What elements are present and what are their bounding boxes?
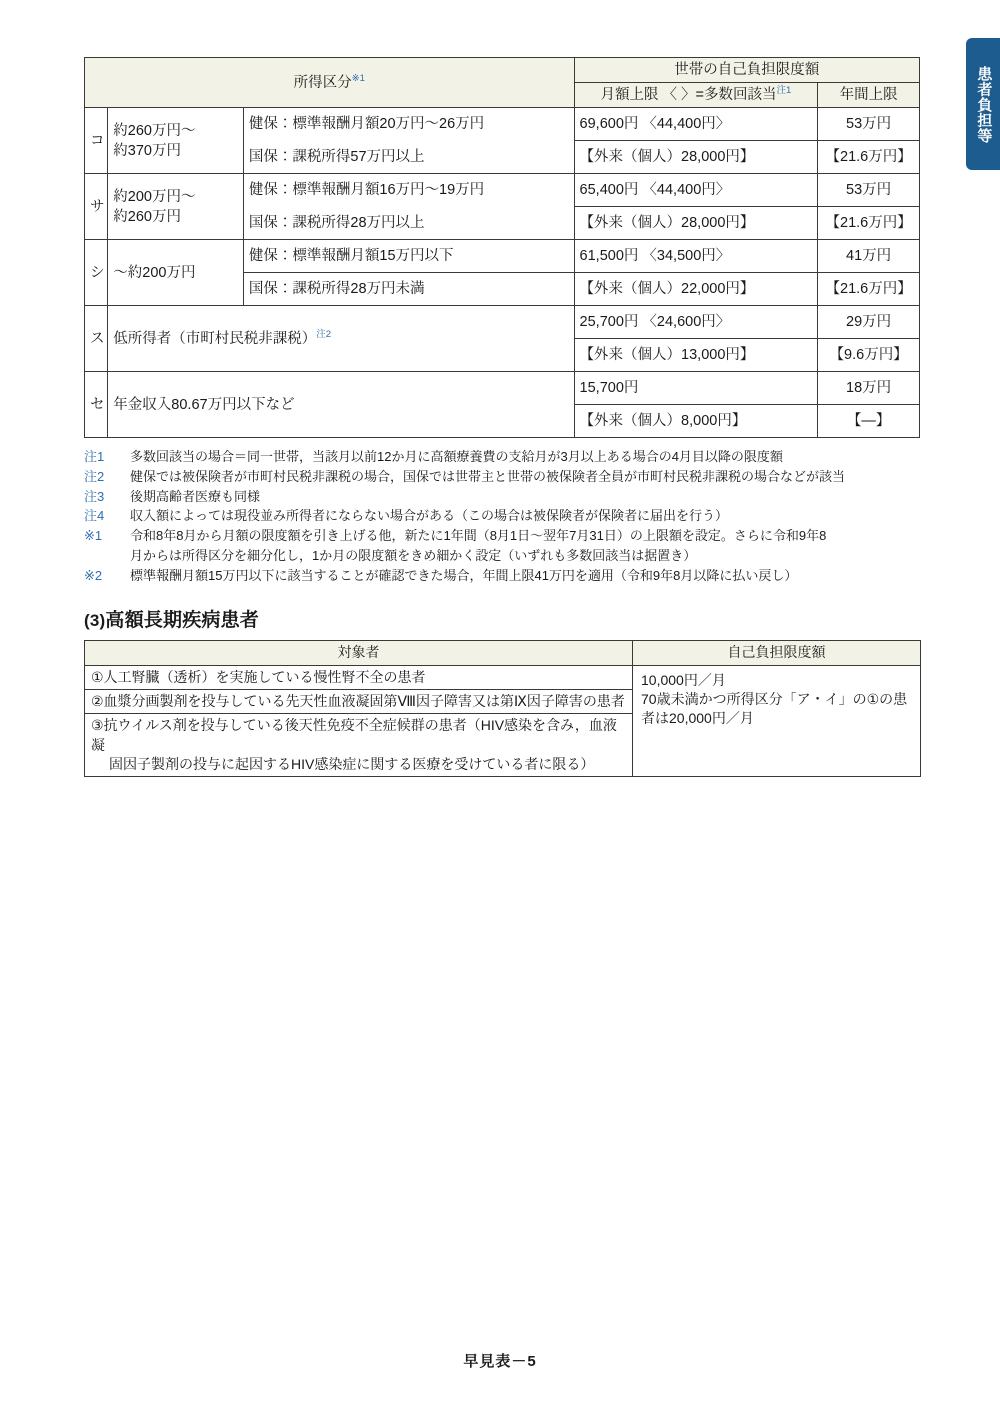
row-annual-bottom: 【21.6万円】 bbox=[818, 207, 920, 240]
income-line-2: 約260万円 bbox=[113, 208, 181, 225]
note-marker: 注1 bbox=[776, 85, 792, 97]
row-letter: セ bbox=[85, 372, 108, 438]
side-tab-patient-burden bbox=[966, 38, 1000, 170]
section-heading bbox=[84, 605, 920, 632]
row-income-full bbox=[108, 306, 574, 372]
income-text: 年金収入80.67万円以下など bbox=[113, 396, 295, 413]
footnote-item bbox=[84, 467, 920, 487]
row-letter: シ bbox=[85, 240, 108, 306]
row-monthly-top: 15,700円 bbox=[574, 372, 818, 405]
footnote-text: 多数回該当の場合＝同一世帯，当該月以前12か月に高額療養費の支給月が3月以上ある場合の4月目以降の限度額 bbox=[130, 449, 783, 464]
table-row bbox=[85, 174, 920, 207]
limits-table bbox=[84, 57, 920, 438]
limits-table-header-row-1 bbox=[85, 58, 920, 83]
row-monthly-top: 69,600円 〈44,400円〉 bbox=[574, 108, 818, 141]
row-annual-top: 29万円 bbox=[818, 306, 920, 339]
long-term-header-row bbox=[85, 641, 921, 665]
section-title: 高額長期疾病患者 bbox=[105, 610, 259, 632]
row-detail-kenpo: 健保：標準報酬月額16万円〜19万円 bbox=[243, 174, 574, 207]
target-item-3-line-1: ③抗ウイルス剤を投与している後天性免疫不全症候群の患者（HIV感染を含み，血液凝 bbox=[91, 717, 617, 753]
table-row bbox=[85, 108, 920, 141]
row-annual-top: 53万円 bbox=[818, 108, 920, 141]
row-monthly-bottom: 【外来（個人）13,000円】 bbox=[574, 339, 818, 372]
limit-line-2: 70歳未満かつ所得区分「ア・イ」の①の患 bbox=[641, 690, 908, 707]
table-row bbox=[85, 372, 920, 405]
row-monthly-top: 61,500円 〈34,500円〉 bbox=[574, 240, 818, 273]
row-income-range bbox=[108, 240, 244, 306]
footnote-text: 後期高齢者医療も同様 bbox=[130, 488, 261, 504]
section-number: (3) bbox=[84, 611, 106, 631]
row-monthly-top: 65,400円 〈44,400円〉 bbox=[574, 174, 818, 207]
row-detail-kokuho: 国保：課税所得57万円以上 bbox=[243, 141, 574, 174]
header-income-category: 所得区分$^{※1}$ bbox=[85, 58, 575, 108]
income-line-1: 約200万円〜 bbox=[113, 188, 196, 205]
row-letter: コ bbox=[85, 108, 108, 174]
footnote-key: ※2 bbox=[84, 567, 103, 583]
footnote-key: ※1 bbox=[84, 528, 103, 543]
row-annual-top: 18万円 bbox=[818, 372, 920, 405]
side-tab-label: 患者負担等 bbox=[975, 66, 993, 144]
row-annual-bottom: 【21.6万円】 bbox=[818, 141, 920, 174]
footnote-item bbox=[84, 566, 920, 586]
self-pay-limit-cell bbox=[633, 665, 921, 777]
row-letter: サ bbox=[85, 174, 108, 240]
header-household-limit: 世帯の自己負担限度額 bbox=[574, 58, 919, 83]
row-monthly-bottom: 【外来（個人）28,000円】 bbox=[574, 207, 818, 240]
row-annual-top: 41万円 bbox=[818, 240, 920, 273]
page-content bbox=[84, 0, 920, 777]
page-footer: 早見表－5 bbox=[463, 1353, 537, 1370]
footnote-key: 注2 bbox=[84, 468, 105, 484]
footnote-key: 注3 bbox=[84, 488, 105, 504]
income-text: 低所得者（市町村民税非課税） bbox=[113, 330, 317, 347]
limit-line-3: 者は20,000円／月 bbox=[641, 710, 754, 727]
footnote-text: 標準報酬月額15万円以下に該当することが確認できた場合，年間上限41万円を適用（令和9年8月以降に払い戻し） bbox=[130, 567, 798, 583]
footnote-text: 収入額によっては現役並み所得者にならない場合がある（この場合は被保険者が保険者に届出を行う） bbox=[130, 508, 729, 524]
footnotes bbox=[84, 447, 920, 585]
row-monthly-bottom: 【外来（個人）28,000円】 bbox=[574, 141, 818, 174]
table-row bbox=[85, 306, 920, 339]
row-detail-kenpo: 健保：標準報酬月額15万円以下 bbox=[243, 240, 574, 273]
note-marker: ※1 bbox=[351, 72, 365, 84]
header-annual-cap: 年間上限 bbox=[818, 83, 920, 108]
footnote-item bbox=[84, 506, 920, 526]
row-monthly-top: 25,700円 〈24,600円〉 bbox=[574, 306, 818, 339]
row-detail-kokuho: 国保：課税所得28万円以上 bbox=[243, 207, 574, 240]
footnote-text: 健保では被保険者が市町村民税非課税の場合，国保では世帯主と世帯の被保険者全員が市町村民税非課税の場合などが該当 bbox=[130, 468, 846, 484]
row-monthly-bottom: 【外来（個人）8,000円】 bbox=[574, 405, 818, 438]
row-annual-bottom: 【21.6万円】 bbox=[818, 273, 920, 306]
footnote-item bbox=[84, 447, 920, 467]
income-line-1: 約260万円〜 bbox=[113, 122, 196, 139]
income-line-2: 約370万円 bbox=[113, 142, 181, 159]
row-letter: ス bbox=[85, 306, 108, 372]
row-income-full bbox=[108, 372, 574, 438]
target-item-1: ①人工腎臓（透析）を実施している慢性腎不全の患者 bbox=[85, 665, 633, 689]
row-annual-top: 53万円 bbox=[818, 174, 920, 207]
table-row bbox=[85, 665, 921, 689]
row-income-range bbox=[108, 108, 244, 174]
long-term-illness-table bbox=[84, 640, 921, 777]
footnote-text: 令和8年8月から月額の限度額を引き上げる他，新たに1年間（8月1日〜翌年7月31日）の上限額を設定。さらに令和9年8 bbox=[130, 528, 827, 543]
target-item-2: ②血漿分画製剤を投与している先天性血液凝固第Ⅷ因子障害又は第Ⅸ因子障害の患者 bbox=[85, 689, 633, 713]
footnote-item bbox=[84, 526, 920, 546]
header-self-pay-limit: 自己負担限度額 bbox=[633, 641, 921, 665]
row-detail-kokuho: 国保：課税所得28万円未満 bbox=[243, 273, 574, 306]
target-item-3 bbox=[85, 714, 633, 777]
footnote-continuation: 月からは所得区分を細分化し，1か月の限度額をきめ細かく設定（いずれも多数回該当は据置き） bbox=[130, 547, 697, 563]
target-item-3-line-2: 固因子製剤の投与に起因するHIV感染症に関する医療を受けている者に限る） bbox=[109, 755, 595, 772]
footnote-item bbox=[84, 487, 920, 507]
table-row bbox=[85, 240, 920, 273]
row-income-range bbox=[108, 174, 244, 240]
row-annual-bottom: 【―】 bbox=[818, 405, 920, 438]
row-annual-bottom: 【9.6万円】 bbox=[818, 339, 920, 372]
row-detail-kenpo: 健保：標準報酬月額20万円〜26万円 bbox=[243, 108, 574, 141]
income-line-1: 〜約200万円 bbox=[113, 264, 196, 281]
row-monthly-bottom: 【外来（個人）22,000円】 bbox=[574, 273, 818, 306]
note-marker: 注2 bbox=[316, 328, 332, 340]
footnote-key: 注1 bbox=[84, 449, 105, 464]
limit-line-1: 10,000円／月 bbox=[641, 671, 726, 688]
header-target-person: 対象者 bbox=[85, 641, 633, 665]
header-monthly-cap: 月額上限 〈 〉=多数回該当$^{注1}$ bbox=[574, 83, 818, 108]
footnote-key: 注4 bbox=[84, 508, 105, 524]
